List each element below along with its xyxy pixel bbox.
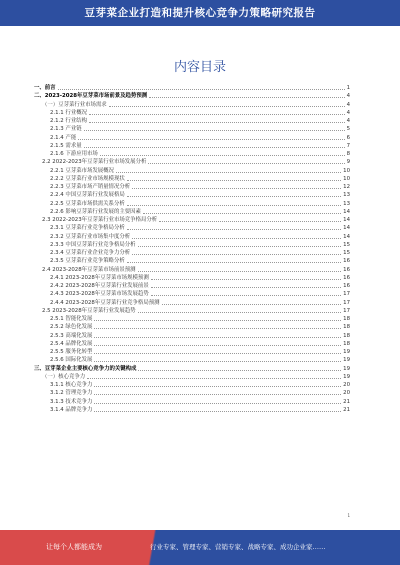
toc-leader-dots (94, 361, 341, 362)
toc-leader-dots (132, 238, 341, 239)
toc-entry-page: 19 (343, 365, 350, 372)
toc-leader-dots (132, 188, 341, 189)
toc-entry-label: 2.5.3 高端化发展 (50, 332, 93, 339)
toc-entry[interactable] (34, 332, 350, 340)
toc-entry[interactable] (34, 373, 350, 381)
toc-entry-label: 三、豆芽菜企业主要核心竞争力的关键构成 (34, 365, 137, 372)
toc-entry-page: 13 (343, 192, 350, 199)
toc-entry[interactable] (34, 117, 350, 125)
toc-entry[interactable] (34, 348, 350, 356)
toc-entry[interactable] (34, 315, 350, 323)
toc-leader-dots (149, 97, 344, 98)
toc-entry-page: 21 (343, 406, 350, 413)
toc-entry-label: 一、前言 (34, 85, 56, 91)
toc-leader-dots (84, 130, 345, 131)
toc-entry-label: 3.1.1 核心竞争力 (50, 382, 93, 388)
toc-entry-page: 18 (343, 340, 350, 347)
toc-entry-label: （一）豆芽菜行业市场需求 (42, 101, 107, 108)
toc-entry-page: 19 (343, 357, 350, 364)
toc-entry[interactable] (34, 216, 350, 224)
toc-entry[interactable] (34, 241, 350, 249)
toc-entry[interactable] (34, 389, 350, 397)
toc-leader-dots (116, 172, 341, 173)
toc-leader-dots (127, 205, 341, 206)
toc-entry-page: 13 (343, 200, 350, 207)
toc-leader-dots (151, 287, 341, 288)
toc-leader-dots (138, 312, 342, 313)
toc-entry-label: 2.5.1 智能化发展 (50, 316, 93, 322)
toc-entry[interactable] (34, 150, 350, 158)
toc-entry[interactable] (34, 365, 350, 373)
toc-entry-page: 14 (343, 208, 350, 215)
toc-entry-label: 二、2023-2028年豆芽菜市场前景及趋势预测 (34, 93, 148, 100)
toc-leader-dots (151, 279, 341, 280)
toc-entry[interactable] (34, 406, 350, 414)
toc-entry-page: 4 (346, 101, 350, 108)
toc-leader-dots (162, 304, 342, 305)
toc-entry-page: 16 (343, 274, 350, 281)
toc-entry-label: 2.2 2022-2023年豆芽菜行业市场发展分析 (42, 159, 147, 166)
toc-entry-page: 17 (343, 307, 350, 314)
toc-entry-label: 2.2.6 影响豆芽菜行业发展的主要因素 (50, 208, 141, 215)
toc-entry[interactable] (34, 249, 350, 257)
toc-entry[interactable] (34, 257, 350, 265)
toc-entry[interactable] (34, 356, 350, 364)
toc-entry-label: 2.3.1 豆芽菜行业竞争格局分析 (50, 225, 125, 232)
footer-slogan-left: 让每个人都能成为 (46, 543, 102, 551)
toc-leader-dots (94, 320, 341, 321)
toc-entry-page: 17 (343, 299, 350, 306)
toc-entry-label: 2.3.2 豆芽菜行业市场集中度分析 (50, 233, 131, 240)
toc-entry-page: 18 (343, 316, 350, 322)
toc-entry-label: 2.2.3 豆芽菜市场产销量情况分析 (50, 184, 131, 190)
toc-leader-dots (78, 139, 344, 140)
toc-entry-page: 16 (343, 283, 350, 289)
toc-entry[interactable] (34, 101, 350, 109)
toc-leader-dots (89, 122, 345, 123)
toc-entry-label: 2.2.5 豆芽菜市场供需关系分析 (50, 200, 125, 207)
toc-entry[interactable] (34, 290, 350, 298)
toc-entry[interactable] (34, 92, 350, 100)
toc-leader-dots (94, 345, 341, 346)
toc-entry-page: 14 (343, 225, 350, 232)
toc-leader-dots (94, 337, 341, 338)
toc-entry-label: 2.1.6 下游应用市场 (50, 151, 98, 157)
toc-entry[interactable] (34, 398, 350, 406)
document-header (0, 0, 400, 26)
toc-entry-page: 5 (346, 126, 350, 133)
toc-entry-label: 2.1.2 行业结构 (50, 118, 87, 124)
toc-entry[interactable] (34, 84, 350, 92)
toc-entry[interactable] (34, 299, 350, 307)
toc-leader-dots (94, 386, 341, 387)
toc-entry-page: 14 (343, 233, 350, 240)
toc-title: 内容目录 (173, 60, 226, 75)
toc-entry-page: 8 (346, 151, 350, 157)
toc-entry-label: 2.4.1 2023-2028年豆芽菜市场规模预测 (50, 274, 149, 281)
toc-entry-page: 10 (343, 167, 350, 174)
toc-entry-page: 12 (343, 184, 350, 190)
toc-entry[interactable] (34, 167, 350, 175)
toc-entry-label: 2.4.4 2023-2028年豆芽菜行业竞争格局预测 (50, 299, 160, 306)
toc-entry[interactable] (34, 158, 350, 166)
toc-entry-label: 2.2.2 豆芽菜行业市场规模现状 (50, 175, 125, 182)
toc-leader-dots (89, 114, 345, 115)
toc-entry-label: 2.5.5 服务化转型 (50, 349, 93, 355)
toc-leader-dots (109, 106, 345, 107)
toc-entry-label: 2.3.5 豆芽菜行业竞争策略分析 (50, 258, 125, 265)
toc-leader-dots (127, 180, 341, 181)
document-title: 豆芽菜企业打造和提升核心竞争力策略研究报告 (84, 7, 316, 19)
toc-entry-label: 2.5.6 国际化发展 (50, 357, 93, 364)
toc-entry-page: 17 (343, 291, 350, 298)
toc-leader-dots (127, 229, 341, 230)
toc-entry[interactable] (34, 274, 350, 282)
toc-entry-page: 6 (346, 134, 350, 141)
toc-entry[interactable] (34, 307, 350, 315)
toc-entry-page: 20 (343, 390, 350, 397)
toc-entry-label: 2.1.5 需求量 (50, 142, 82, 149)
toc-entry-label: 2.1.3 产业链 (50, 126, 82, 133)
toc-entry-page: 10 (343, 175, 350, 182)
toc-entry[interactable] (34, 340, 350, 348)
toc-leader-dots (87, 378, 341, 379)
toc-entry-page: 16 (343, 258, 350, 265)
toc-entry[interactable] (34, 142, 350, 150)
toc-leader-dots (127, 262, 341, 263)
toc-entry[interactable] (34, 125, 350, 133)
toc-entry-page: 15 (343, 250, 350, 256)
toc-entry-page: 21 (343, 398, 350, 405)
toc-entry[interactable] (34, 200, 350, 208)
toc-entry-page: 15 (343, 241, 350, 248)
toc-entry-label: 2.5.4 品牌化发展 (50, 340, 93, 347)
toc-leader-dots (159, 221, 341, 222)
toc-entry-label: 2.1.1 行业概况 (50, 109, 87, 116)
toc-leader-dots (151, 295, 341, 296)
toc-entry-label: 2.5.2 绿色化发展 (50, 324, 93, 331)
toc-entry[interactable] (34, 266, 350, 274)
toc-entry-label: 2.2.4 中国豆芽菜行业发展格局 (50, 192, 125, 199)
toc-leader-dots (94, 411, 341, 412)
toc-entry-page: 4 (346, 93, 350, 100)
toc-entry[interactable] (34, 191, 350, 199)
toc-entry-page: 19 (343, 373, 350, 380)
toc-entry[interactable] (34, 175, 350, 183)
toc-entry-page: 18 (343, 324, 350, 331)
toc-entry[interactable] (34, 282, 350, 290)
page-number: 1 (347, 513, 350, 518)
toc-entry-label: 2.4.2 2023-2028年豆芽菜行业发展前景 (50, 283, 149, 289)
toc-leader-dots (138, 246, 342, 247)
footer-banner (0, 530, 400, 565)
toc-entry-page: 9 (346, 159, 350, 166)
toc-entry[interactable] (34, 381, 350, 389)
toc-entry-page: 4 (346, 118, 350, 124)
toc-entry-page: 19 (343, 349, 350, 355)
toc-leader-dots (143, 213, 341, 214)
toc-leader-dots (138, 271, 342, 272)
toc-entry-label: 2.1.4 产能 (50, 134, 77, 141)
toc-entry[interactable] (34, 208, 350, 216)
toc-entry-label: 2.4.3 2023-2028年豆芽菜市场发展趋势 (50, 291, 149, 298)
toc-leader-dots (94, 328, 341, 329)
toc-leader-dots (84, 147, 345, 148)
toc-entry-label: （一）核心竞争力 (42, 373, 86, 380)
toc-entry[interactable] (34, 109, 350, 117)
toc-leader-dots (58, 89, 345, 90)
toc-entry-label: 2.3.3 中国豆芽菜行业竞争格局分析 (50, 241, 136, 248)
toc-entry-page: 1 (346, 85, 350, 91)
toc-entry-page: 18 (343, 332, 350, 339)
table-of-contents (34, 84, 350, 512)
toc-leader-dots (94, 394, 341, 395)
toc-entry[interactable] (34, 134, 350, 142)
toc-entry[interactable] (34, 233, 350, 241)
toc-entry-label: 3.1.4 品牌竞争力 (50, 406, 93, 413)
footer-slogan-right: 行业专家、管理专家、营销专家、战略专家、成功企业家…… (150, 543, 326, 551)
toc-leader-dots (100, 155, 345, 156)
toc-leader-dots (138, 370, 341, 371)
toc-entry-page: 20 (343, 382, 350, 388)
toc-leader-dots (148, 163, 344, 164)
toc-entry-page: 16 (343, 266, 350, 273)
toc-entry[interactable] (34, 323, 350, 331)
toc-entry-label: 2.5 2023-2028年豆芽菜行业发展趋势 (42, 307, 136, 314)
toc-entry-label: 2.2.1 豆芽菜市场发展概况 (50, 167, 114, 174)
toc-entry-page: 4 (346, 109, 350, 116)
toc-entry-label: 2.3 2022-2023年豆芽菜行业市场竞争格局分析 (42, 217, 158, 223)
toc-entry-page: 14 (343, 217, 350, 223)
toc-entry-label: 3.1.3 技术竞争力 (50, 398, 93, 405)
toc-entry-label: 2.4 2023-2028年豆芽菜市场前景预测 (42, 266, 136, 273)
toc-entry[interactable] (34, 224, 350, 232)
toc-leader-dots (127, 196, 341, 197)
toc-entry-label: 3.1.2 管理竞争力 (50, 390, 93, 397)
toc-entry-label: 2.3.4 豆芽菜行业企业竞争力分析 (50, 250, 131, 256)
toc-leader-dots (132, 254, 341, 255)
toc-entry[interactable] (34, 183, 350, 191)
toc-leader-dots (94, 353, 341, 354)
toc-leader-dots (94, 403, 341, 404)
toc-entry-page: 7 (346, 142, 350, 149)
